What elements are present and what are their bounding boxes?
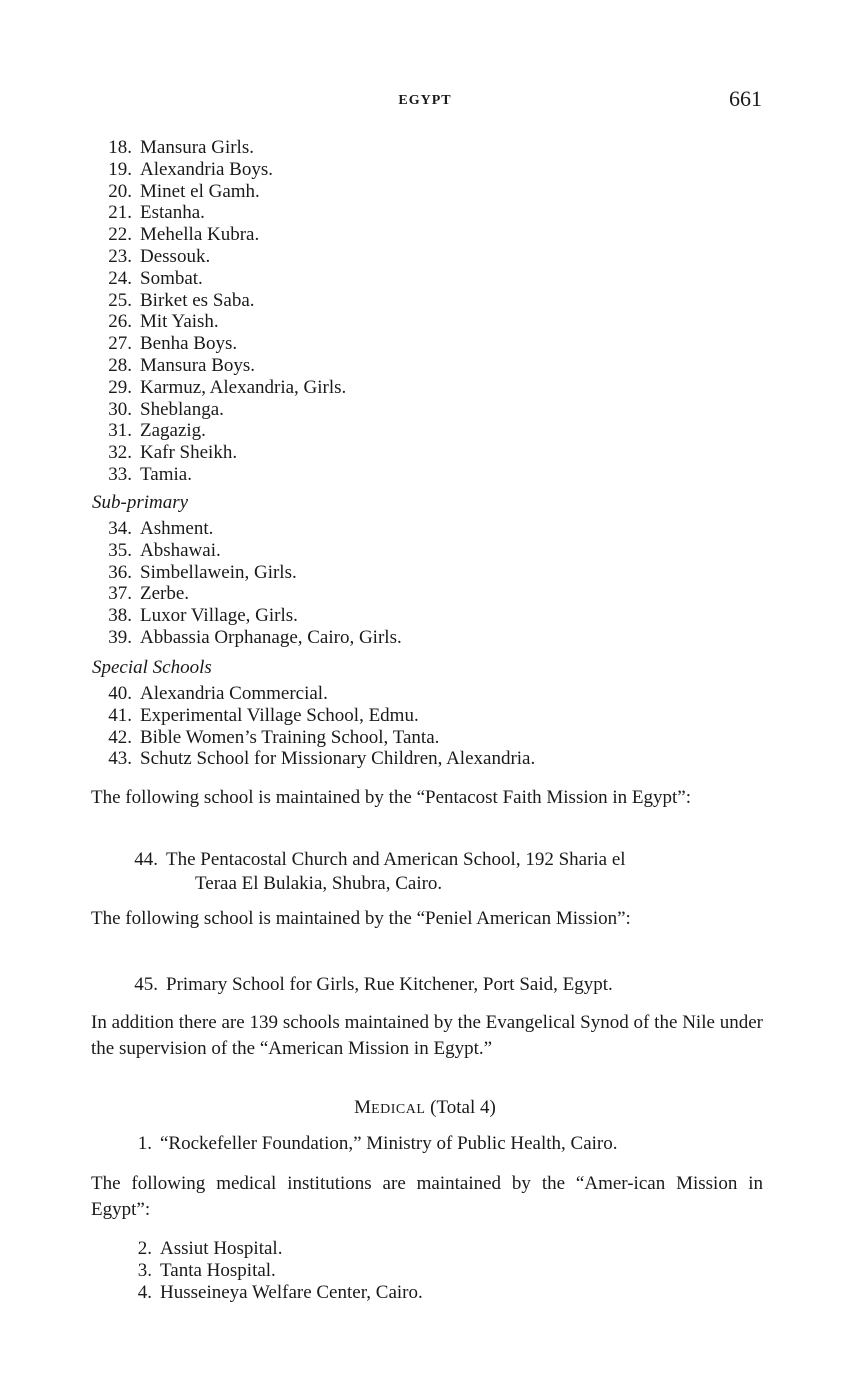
list-item [0,518,850,540]
list-item [0,246,850,268]
item-text: Assiut Hospital. [160,1238,283,1259]
item-number: 1. [137,1133,152,1154]
item-text: Abshawai. [140,539,221,561]
item-text-line2: Teraa El Bulakia, Shubra, Cairo. [195,873,443,894]
list-item [0,224,850,246]
item-number: 26. [108,311,132,333]
item-number: 41. [108,704,132,726]
item-number: 31. [108,420,132,442]
medical-institution-list [0,1238,850,1303]
item-text: Husseineya Welfare Center, Cairo. [160,1281,423,1303]
item-number: 19. [108,158,132,180]
item-text: Birket es Saba. [140,289,255,311]
list-item [0,683,850,705]
item-number: 22. [108,224,132,246]
list-item [0,1260,850,1282]
list-item [0,290,850,312]
item-text: Zagazig. [140,420,206,442]
item-number: 4. [137,1281,152,1303]
item-number: 37. [108,583,132,605]
item-number: 28. [108,354,132,376]
item-text: Zerbe. [140,583,190,605]
item-text: Kafr Sheikh. [140,442,238,464]
medical-heading-initial: M [354,1097,372,1118]
item-text: Simbellawein, Girls. [140,561,297,583]
item-text: Mansura Boys. [140,354,256,376]
list-item [0,583,850,605]
medical-total: (Total 4) [430,1097,496,1118]
item-number: 40. [108,683,132,704]
special-school-list [0,683,850,770]
list-item-medical-1 [134,1132,766,1156]
list-item [0,1238,850,1260]
list-item [0,420,850,442]
list-item [0,311,850,333]
medical-heading-rest: EDICAL [371,1102,426,1117]
item-text: Benha Boys. [140,333,238,355]
item-text: Alexandria Commercial. [140,683,328,704]
item-number: 38. [108,605,132,627]
section-heading-sub-primary: Sub-primary [92,492,189,513]
sub-primary-school-list [0,518,850,649]
item-number: 34. [108,518,132,539]
item-text: Dessouk. [140,245,211,267]
list-item [0,268,850,290]
item-text: Sombat. [140,267,203,289]
item-number: 29. [108,376,132,398]
item-text: Primary School for Girls, Rue Kitchener, Port Said, Egypt. [166,974,613,995]
item-number: 44. [134,849,158,870]
list-item [0,333,850,355]
synod-paragraph: In addition there are 139 schools maintained by the Evangelical Synod of the Nile under the supervision of the “American Mission in Egypt.” [91,1012,763,1059]
item-number: 33. [108,463,132,485]
medical-paragraph: The following medical institutions are maintained by the “Amer-ican Mission in Egypt”: [91,1173,763,1220]
list-item [0,181,850,203]
list-item [0,355,850,377]
item-text: Bible Women’s Training School, Tanta. [140,726,440,748]
item-number: 25. [108,289,132,311]
list-item [0,442,850,464]
item-number: 2. [137,1238,152,1259]
medical-section-heading [0,1097,850,1119]
item-text: Experimental Village School, Edmu. [140,704,419,726]
item-number: 18. [108,137,132,158]
item-number: 32. [108,442,132,464]
item-number: 30. [108,398,132,420]
list-item [0,202,850,224]
list-item-44 [133,848,765,896]
item-text: Ashment. [140,518,214,539]
item-text: Alexandria Boys. [140,158,273,180]
list-item [0,562,850,584]
item-text: Minet el Gamh. [140,180,260,202]
list-item-45 [133,973,765,997]
item-number: 24. [108,267,132,289]
item-text: Abbassia Orphanage, Cairo, Girls. [140,626,402,648]
item-number: 39. [108,626,132,648]
item-text: Estanha. [140,202,205,224]
primary-school-list [0,137,850,486]
item-text-line1: The Pentacostal Church and American School, 192 Sharia el [166,849,626,870]
list-item [0,605,850,627]
running-head-title: EGYPT [398,93,452,108]
item-number: 45. [134,974,158,995]
item-number: 27. [108,333,132,355]
item-number: 3. [137,1259,152,1281]
list-item [0,748,850,770]
page-number: 661 [729,86,762,111]
list-item [0,159,850,181]
list-item [0,464,850,486]
item-number: 23. [108,245,132,267]
item-text: Sheblanga. [140,398,224,420]
item-text: Mansura Girls. [140,137,254,158]
list-item [0,137,850,159]
list-item [0,705,850,727]
list-item [0,377,850,399]
item-text: Luxor Village, Girls. [140,605,298,627]
item-text: Tanta Hospital. [160,1259,276,1281]
item-number: 36. [108,561,132,583]
item-number: 35. [108,539,132,561]
item-number: 21. [108,202,132,224]
list-item [0,627,850,649]
item-number: 43. [108,748,132,770]
list-item [0,727,850,749]
pentecost-paragraph: The following school is maintained by the “Pentacost Faith Mission in Egypt”: [91,787,692,808]
item-text: Mehella Kubra. [140,224,260,246]
item-number: 20. [108,180,132,202]
item-text: Tamia. [140,463,192,485]
item-number: 42. [108,726,132,748]
peniel-paragraph: The following school is maintained by the “Peniel American Mission”: [91,908,631,929]
item-text: Mit Yaish. [140,311,219,333]
list-item [0,1282,850,1304]
running-head [0,88,850,118]
item-text: Karmuz, Alexandria, Girls. [140,376,347,398]
item-text: “Rockefeller Foundation,” Ministry of Public Health, Cairo. [160,1133,618,1154]
list-item [0,399,850,421]
list-item [0,540,850,562]
item-text: Schutz School for Missionary Children, Alexandria. [140,748,536,770]
section-heading-special-schools: Special Schools [92,657,212,678]
